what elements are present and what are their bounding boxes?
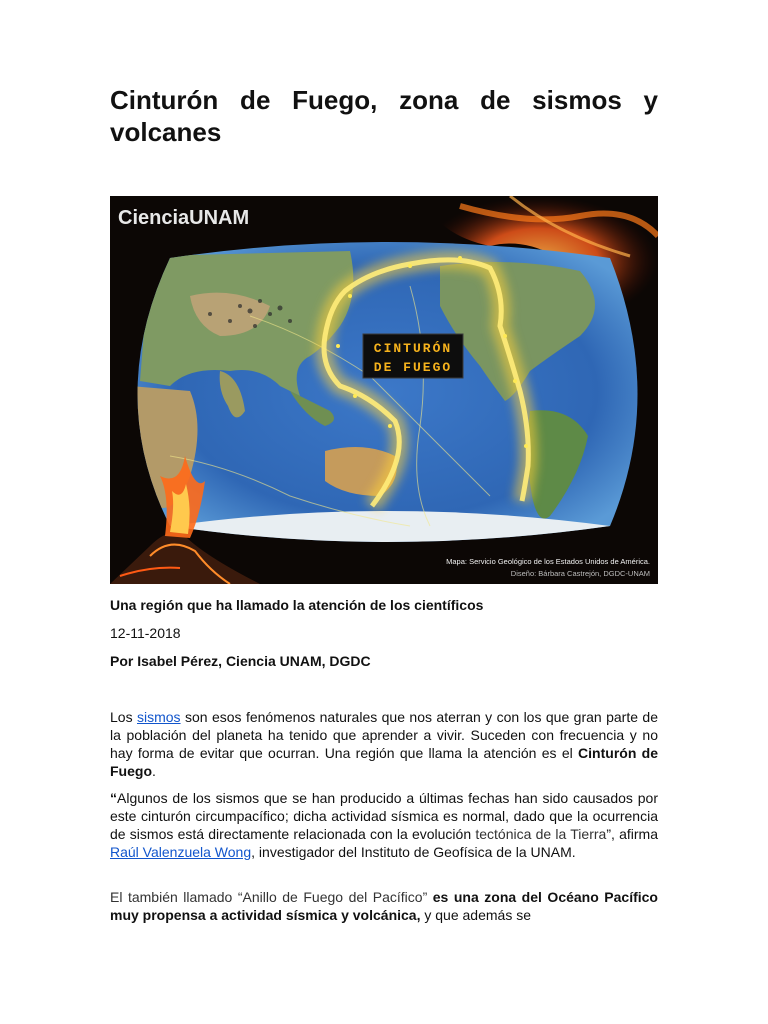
p2-open-quote: “ (110, 790, 117, 806)
article-subtitle: Una región que ha llamado la atención de los científicos (110, 597, 484, 613)
design-credit: Diseño: Bárbara Castrejón, DGDC-UNAM (510, 569, 650, 578)
p1-text-mid: son esos fenómenos naturales que nos aterran y con los que gran parte de la población del planeta ha tenido que aprender a vivir. Suceden con frecuencia y no hay forma de evitar que ocurran. Una región que llama la atención es el (110, 709, 658, 761)
ring-of-fire-map-image (110, 196, 658, 584)
p1-text-start: Los (110, 709, 137, 725)
label-line2: DE FUEGO (373, 360, 453, 375)
p3-text-end: y que además se (420, 907, 531, 923)
p1-text-end: . (152, 763, 156, 779)
p2-text-light: tectónica de la Tierra (475, 826, 607, 842)
article-title: Cinturón de Fuego, zona de sismos y volcanes (110, 85, 658, 147)
p3-bold-text: es una zona del Océano Pacífico muy propensa a actividad sísmica y volcánica, (110, 889, 658, 923)
article-byline: Por Isabel Pérez, Ciencia UNAM, DGDC (110, 653, 371, 669)
label-line1: CINTURÓN (373, 341, 453, 356)
raul-valenzuela-link[interactable]: Raúl Valenzuela Wong (110, 844, 252, 860)
p2-text-mid: ”, afirma (606, 826, 658, 842)
paragraph-1 (110, 708, 658, 780)
ciencia-unam-logo: CienciaUNAM (118, 207, 250, 229)
article-date: 12-11-2018 (110, 625, 181, 641)
paragraph-2 (110, 789, 658, 861)
p2-text-start: Algunos de los sismos que se han producido a últimas fechas han sido causados por este cinturón circumpacífico; dicha actividad sísmica es normal, dado que la ocurrencia de sismos está directamente relacionada con la evolución (110, 790, 658, 842)
map-credit: Mapa: Servicio Geológico de los Estados Unidos de América. (446, 557, 650, 566)
p1-bold-term: Cinturón de Fuego (110, 745, 659, 779)
p3-text-start: El también llamado “Anillo de Fuego del Pacífico” (110, 889, 433, 905)
sismos-link[interactable]: sismos (137, 709, 181, 725)
paragraph-3 (110, 888, 658, 924)
p2-text-end: , investigador del Instituto de Geofísica de la UNAM. (251, 844, 576, 860)
